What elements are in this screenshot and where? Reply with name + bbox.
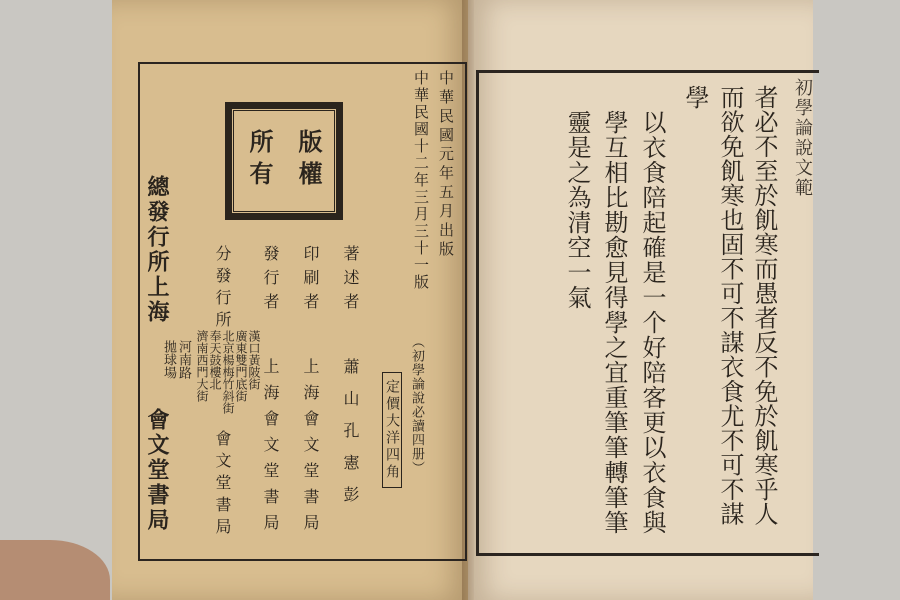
thumb xyxy=(0,540,110,600)
branch-address-2: 廣東雙門底街 xyxy=(234,330,248,402)
general-address-2: 拋球場 xyxy=(161,340,176,379)
printer-name: 上海會文堂書局 xyxy=(301,358,320,540)
publisher-label: 發行者 xyxy=(261,245,280,317)
branch-label: 分發行所 xyxy=(213,245,232,333)
author-name: 蕭山孔憲彭 xyxy=(341,358,360,518)
general-distributor-name: 會文堂書局 xyxy=(144,408,170,533)
publisher-name: 上海會文堂書局 xyxy=(261,358,280,540)
text-column-6: 靈是之為清空一氣 xyxy=(563,110,591,310)
general-address-1: 河南路 xyxy=(176,340,191,379)
text-column-2: 而欲免飢寒也固不可不謀衣食尤不可不謀 xyxy=(716,85,744,526)
price-box: 定價大洋四角 xyxy=(382,372,402,488)
text-column-1: 者必不至於飢寒而愚者反不免於飢寒乎人 xyxy=(750,85,778,526)
branch-address-4: 奉天鼓樓北 xyxy=(208,330,222,390)
branch-address-3: 北京楊梅竹斜街 xyxy=(221,330,235,414)
book-title: （初學論說必讀四册） xyxy=(409,335,424,475)
author-label: 著述者 xyxy=(341,245,360,317)
text-column-5: 學互相比勘愈見得學之宜重筆筆轉筆筆 xyxy=(600,110,628,535)
printer-label: 印刷者 xyxy=(301,245,320,317)
reprint-date: 中華民國十二年三月三十一版 xyxy=(412,70,430,291)
stamp-col-left: 所有 xyxy=(245,129,274,193)
right-page-header: 初學論說文範 xyxy=(792,78,813,198)
text-column-3: 學 xyxy=(681,85,709,109)
branch-address-5: 濟南西門大街 xyxy=(195,330,209,402)
branch-address-1: 漢口黃陂街 xyxy=(247,330,261,390)
publish-date: 中華民國元年五月出版 xyxy=(437,70,455,260)
text-column-4: 以衣食陪起確是一个好陪客更以衣食與 xyxy=(638,110,666,535)
branch-name: 會文堂書局 xyxy=(213,430,232,540)
general-distributor-label: 總發行所上海 xyxy=(144,175,170,325)
stamp-col-right: 版權 xyxy=(294,129,323,193)
copyright-stamp xyxy=(225,102,343,220)
